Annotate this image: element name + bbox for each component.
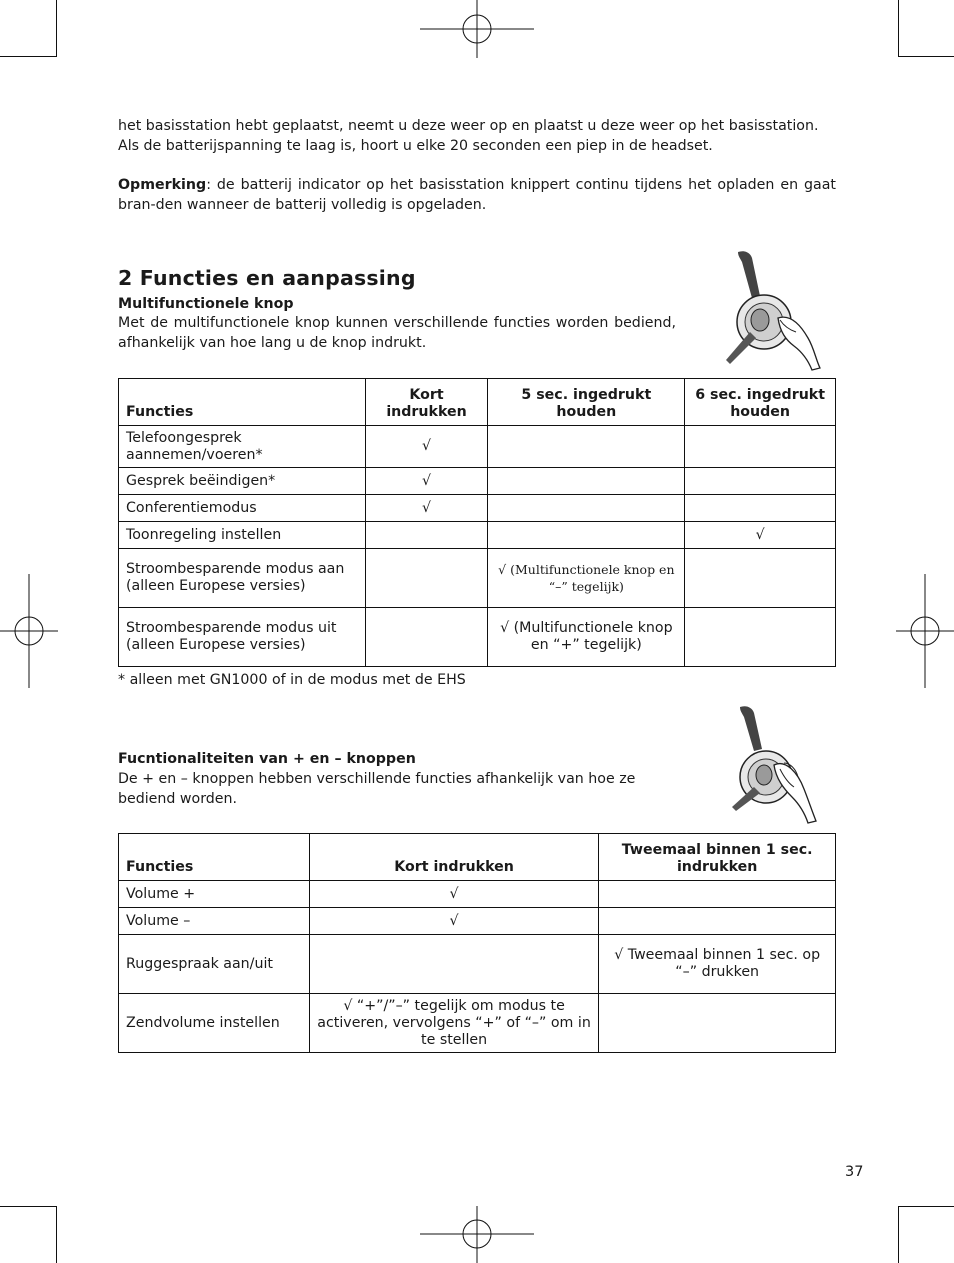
table-cell xyxy=(685,608,836,667)
table-row xyxy=(119,549,836,608)
table-cell: Stroombesparende modus aan (alleen Europese versies) xyxy=(119,549,366,608)
crop-mark xyxy=(898,1206,899,1263)
table2-header-tweemaal: Tweemaal binnen 1 sec. indrukken xyxy=(599,834,836,881)
table-row xyxy=(119,608,836,667)
table-cell: Conferentiemodus xyxy=(119,495,366,522)
table-cell: Zendvolume instellen xyxy=(119,994,310,1053)
table-cell: Ruggespraak aan/uit xyxy=(119,935,310,994)
plus-minus-table xyxy=(118,833,836,1053)
crop-mark xyxy=(56,0,57,57)
table-cell xyxy=(488,522,685,549)
headset-multifunction-illustration xyxy=(720,248,830,373)
table-cell xyxy=(365,608,488,667)
table-cell xyxy=(599,908,836,935)
crop-mark xyxy=(0,56,57,57)
table1-header-functies: Functies xyxy=(119,379,366,426)
note-text: : de batterij indicator op het basisstation knippert continu tijdens het opladen en gaat bran-den wanneer de batterij volledig is opgeladen. xyxy=(118,177,836,213)
table1-header-5sec: 5 sec. ingedrukt houden xyxy=(488,379,685,426)
table-cell: Gesprek beëindigen* xyxy=(119,468,366,495)
checkmark-cell: √ xyxy=(365,426,488,468)
table2-header-functies: Functies xyxy=(119,834,310,881)
table-row xyxy=(119,468,836,495)
table-cell xyxy=(685,426,836,468)
table-cell: Telefoongesprek aannemen/voeren* xyxy=(119,426,366,468)
table-row xyxy=(119,994,836,1053)
table-row xyxy=(119,908,836,935)
crop-mark xyxy=(898,1206,954,1207)
crop-mark xyxy=(56,1206,57,1263)
multi-button-heading: Multifunctionele knop xyxy=(118,296,294,312)
table-row xyxy=(119,495,836,522)
intro-line-2: Als de batterijspanning te laag is, hoort u elke 20 seconden een piep in de headset. xyxy=(118,137,713,154)
table-row xyxy=(119,522,836,549)
page-number: 37 xyxy=(845,1164,864,1180)
table-cell xyxy=(488,426,685,468)
table-cell: √ Tweemaal binnen 1 sec. op “–” drukken xyxy=(599,935,836,994)
plus-minus-heading: Fucntionaliteiten van + en – knoppen xyxy=(118,751,416,767)
table-cell: Volume – xyxy=(119,908,310,935)
table-cell: √ (Multifunctionele knop en “+” tegelijk) xyxy=(488,608,685,667)
multifunction-table xyxy=(118,378,836,667)
note-paragraph xyxy=(118,176,836,215)
table-cell: Stroombesparende modus uit (alleen Europese versies) xyxy=(119,608,366,667)
registration-mark-icon xyxy=(0,574,58,688)
checkmark-cell: √ xyxy=(685,522,836,549)
table-cell xyxy=(365,549,488,608)
intro-paragraph xyxy=(118,117,836,156)
table-cell xyxy=(599,994,836,1053)
table1-footnote: * alleen met GN1000 of in de modus met de EHS xyxy=(118,672,466,688)
crop-mark xyxy=(0,1206,57,1207)
table-cell xyxy=(309,935,599,994)
plus-minus-text: De + en – knoppen hebben verschillende functies afhankelijk van hoe ze bediend worden. xyxy=(118,771,636,807)
crop-mark xyxy=(898,0,899,57)
table-cell: √ “+”/”–” tegelijk om modus te activeren, vervolgens “+” of “–” om in te stellen xyxy=(309,994,599,1053)
checkmark-cell: √ xyxy=(365,495,488,522)
table-row xyxy=(119,935,836,994)
section-title: 2 Functies en aanpassing xyxy=(118,266,416,290)
table1-header-6sec: 6 sec. ingedrukt houden xyxy=(685,379,836,426)
table1-header-kort: Kort indrukken xyxy=(365,379,488,426)
table-cell xyxy=(685,549,836,608)
registration-mark-icon xyxy=(420,1206,534,1263)
table-cell: Volume + xyxy=(119,881,310,908)
table-cell xyxy=(685,468,836,495)
table-cell xyxy=(685,495,836,522)
intro-line-1: het basisstation hebt geplaatst, neemt u deze weer op en plaatst u deze weer op het basisstation. xyxy=(118,118,819,134)
registration-mark-icon xyxy=(420,0,534,58)
table-cell xyxy=(488,468,685,495)
checkmark-cell: √ xyxy=(309,908,599,935)
note-label: Opmerking xyxy=(118,177,207,193)
checkmark-cell: √ xyxy=(309,881,599,908)
table-cell: √ (Multifunctionele knop en “–” tegelijk) xyxy=(488,549,685,608)
headset-plus-minus-illustration xyxy=(728,703,823,828)
table2-header-kort: Kort indrukken xyxy=(309,834,599,881)
multi-button-text: Met de multifunctionele knop kunnen verschillende functies worden bediend, afhankelijk van hoe lang u de knop indrukt. xyxy=(118,315,676,351)
table-cell xyxy=(365,522,488,549)
crop-mark xyxy=(898,56,954,57)
table-row xyxy=(119,881,836,908)
table-cell xyxy=(488,495,685,522)
checkmark-cell: √ xyxy=(365,468,488,495)
table-cell: Toonregeling instellen xyxy=(119,522,366,549)
registration-mark-icon xyxy=(896,574,954,688)
table-row xyxy=(119,426,836,468)
table-cell xyxy=(599,881,836,908)
